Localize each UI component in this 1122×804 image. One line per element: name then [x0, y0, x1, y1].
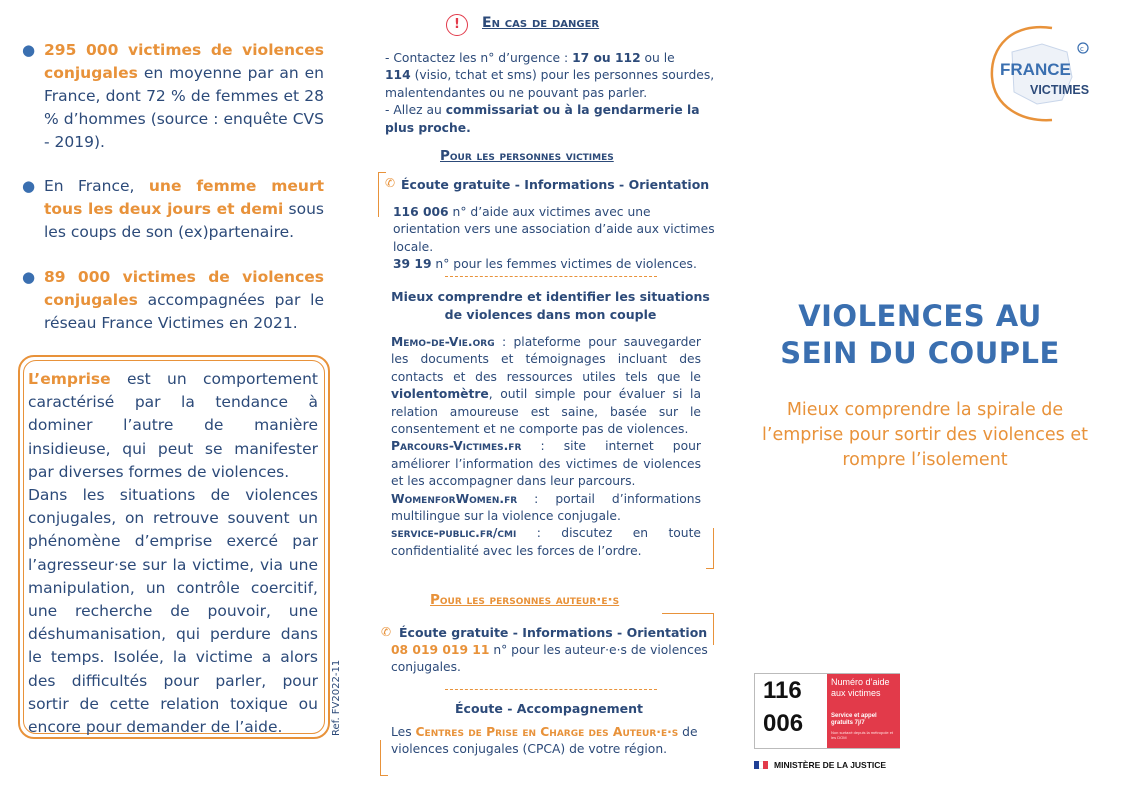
- subtitle: Mieux comprendre la spirale de l’emprise pour sortir des violences et rompre l’isolement: [762, 400, 1088, 470]
- text: ou le: [640, 51, 675, 65]
- stat-highlight: une femme meurt tous les deux jours et demi: [44, 177, 324, 218]
- logo-text-victimes: VICTIMES: [1030, 83, 1090, 97]
- badge-small-text: Service et appel gratuits 7j/7: [831, 713, 877, 726]
- cpca-highlight: Centres de Prise en Charge des Auteur·e·s: [415, 725, 679, 739]
- authors-number: [391, 642, 711, 677]
- dashed-divider: [445, 689, 657, 690]
- text: - Allez au: [385, 103, 446, 118]
- danger-text: [385, 50, 715, 137]
- section-bracket: [713, 528, 714, 568]
- section-bracket: [713, 613, 714, 645]
- dashed-divider: [445, 276, 657, 277]
- section-bracket: [662, 613, 714, 614]
- text: : portail d’informations multilingue sur la violence conjugale.: [391, 491, 701, 524]
- stat-highlight: 295 000 victimes de violences conjugales: [44, 41, 324, 82]
- text: : site internet pour améliorer l’information des victimes de violences et les accompagner dans leur parcours.: [391, 439, 701, 489]
- title-line-2: SEIN DU COUPLE: [780, 336, 1060, 370]
- badge-tiny-text: Non surtaxé depuis la métropole et les DOM: [831, 730, 894, 740]
- mieux-comprendre-title: Mieux comprendre et identifier les situations de violences dans mon couple: [391, 289, 710, 322]
- section-bracket: [380, 740, 381, 775]
- bullet-icon: ●: [22, 268, 36, 286]
- text: n° pour les femmes victimes de violences.: [431, 257, 697, 272]
- section-bracket: [380, 775, 388, 776]
- logo-text-france: FRANCE: [1000, 60, 1071, 79]
- badge-num-1: 116: [763, 677, 802, 704]
- number-3919: 39 19: [393, 257, 432, 272]
- stat-text: En France,: [44, 177, 149, 195]
- stat-highlight: 89 000 victimes de violences conjugales: [44, 268, 324, 309]
- france-victimes-logo: [982, 22, 1102, 127]
- link-service-public[interactable]: service-public.fr/cmi: [391, 526, 517, 541]
- stat-victims-accompanied: [22, 266, 324, 335]
- title-line-1: VIOLENCES AU: [798, 299, 1042, 333]
- number-116006: 116 006: [393, 205, 449, 219]
- text: Les: [391, 725, 416, 739]
- text: - Contactez les n° d’urgence :: [385, 51, 573, 65]
- text: : plateforme pour sauvegarder les documents et témoignages incluant des contacts et des ressources utiles tels que le: [391, 335, 701, 384]
- link-parcours-victimes[interactable]: Parcours-Victimes.fr: [391, 439, 522, 454]
- section-bracket: [378, 172, 379, 217]
- emprise-paragraph-2: Dans les situations de violences conjugales, on retrouve souvent un phénomène d’emprise exercé par l’agresseur·se sur la victime, via une manipulation, un contrôle coercitif, une recherche de pouvoir, une déshumanisation, qui perdure dans le temps. Isolée, la victime a alors des difficultés pour parler, pour sortir de cette relation toxique ou encore pour demander de l’aide.: [28, 486, 318, 737]
- badge-number: [755, 674, 827, 748]
- link-women-for-women[interactable]: WomenforWomen.fr: [391, 491, 518, 506]
- badge-num-2: 006: [763, 710, 804, 737]
- stat-text: sous les coups de son (ex)partenaire.: [44, 200, 324, 241]
- number-authors: 08 019 019 11: [391, 643, 490, 657]
- cpca-text: [391, 724, 711, 759]
- authors-ecoute: Écoute gratuite - Informations - Orientation: [399, 625, 708, 640]
- stat-text: accompagnées par le réseau France Victimes en 2021.: [44, 291, 324, 332]
- phone-icon: ✆: [385, 176, 396, 190]
- stat-women-killed: [22, 175, 324, 244]
- danger-title: En cas de danger: [482, 15, 600, 31]
- bullet-icon: ●: [22, 41, 36, 59]
- emergency-numbers: 17 ou 112: [572, 51, 641, 65]
- victims-section-title: Pour les personnes victimes: [440, 148, 614, 164]
- section-bracket: [706, 568, 714, 569]
- phone-icon: ✆: [381, 625, 392, 639]
- ecoute-accompagnement: Écoute - Accompagnement: [455, 701, 643, 716]
- violentometre: violentomètre: [391, 387, 489, 402]
- warning-icon: !: [446, 14, 468, 36]
- text: de violences conjugales (CPCA) de votre région.: [391, 725, 698, 757]
- number-114: 114: [385, 68, 411, 83]
- emprise-paragraph-1: est un comportement caractérisé par la tendance à dominer l’autre de manière insidieuse, qui peut se manifester par diverses formes de violences.: [28, 370, 318, 481]
- bullet-icon: ●: [22, 177, 36, 195]
- emprise-term: L’emprise: [28, 370, 111, 388]
- authors-section-title: Pour les personnes auteur·e·s: [430, 592, 620, 608]
- french-flag-icon: [754, 761, 768, 769]
- text: n° pour les auteur·e·s de violences conjugales.: [391, 643, 708, 675]
- stat-victims-per-year: [22, 39, 324, 154]
- reference-code: Ref. FV2022-11: [331, 659, 342, 736]
- text: n° d’aide aux victimes avec une orientation vers une association d’aide aux victimes locale.: [393, 205, 715, 254]
- police-text: commissariat ou à la gendarmerie la plus proche.: [385, 103, 700, 135]
- text: : discutez en toute confidentialité avec les forces de l’ordre.: [391, 526, 701, 558]
- svg-text:c: c: [1080, 45, 1084, 53]
- text: (visio, tchat et sms) pour les personnes sourdes, malentendantes ou ne pouvant pas parler.: [385, 68, 715, 100]
- text: , outil simple pour évaluer si la relation amoureuse est saine, basée sur le consentement et ne comporte pas de violences.: [391, 387, 701, 437]
- link-memo-de-vie[interactable]: Memo-de-Vie.org: [391, 335, 495, 349]
- victims-numbers: [393, 204, 715, 274]
- ministere-label: MINISTÈRE DE LA JUSTICE: [774, 760, 887, 770]
- resources-list: [391, 334, 701, 560]
- victims-ecoute: Écoute gratuite - Informations - Orientation: [401, 177, 710, 192]
- badge-red-panel: [827, 674, 900, 748]
- badge-116006: [754, 673, 900, 749]
- section-bracket: [378, 172, 386, 173]
- badge-label: Numéro d’aide aux victimes: [831, 677, 890, 698]
- main-title: [745, 298, 1095, 372]
- stat-text: en moyenne par an en France, dont 72 % de femmes et 28 % d’hommes (source : enquête CVS - 2019).: [44, 64, 324, 151]
- emprise-definition: [28, 368, 318, 739]
